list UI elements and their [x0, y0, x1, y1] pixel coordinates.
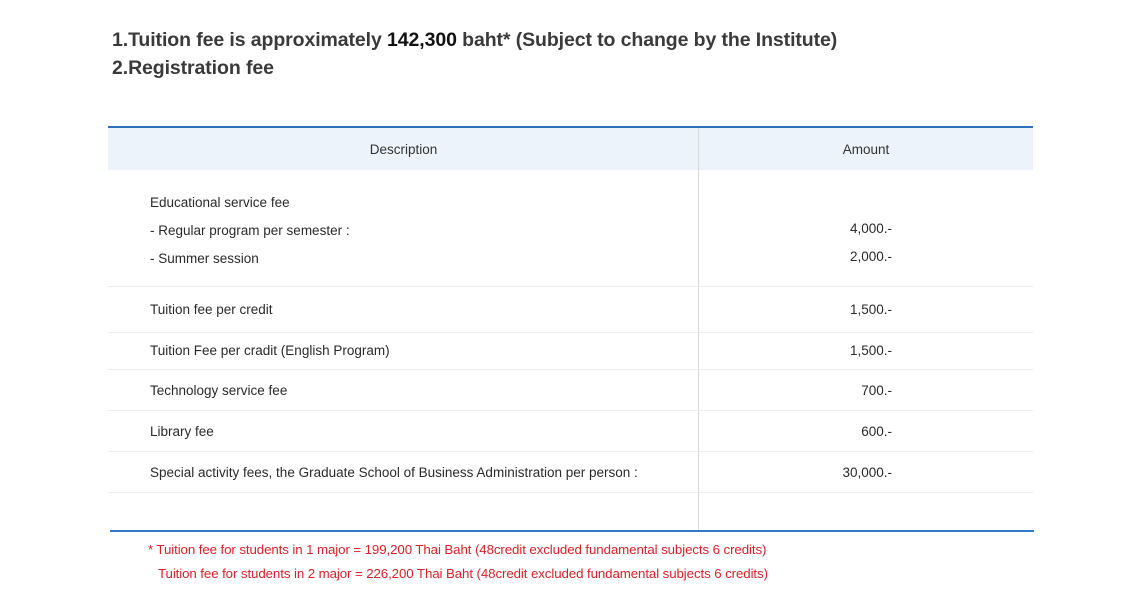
- tuition-fee-prefix: 1.Tuition fee is approximately: [112, 29, 388, 51]
- group-item-amount: 4,000.-: [849, 221, 892, 236]
- group-title: Educational service fee: [150, 195, 290, 210]
- header-amount: Amount: [842, 142, 890, 157]
- tuition-fee-amount: 142,300: [387, 29, 457, 51]
- group-item-description: - Summer session: [150, 251, 259, 266]
- row-amount: 700.-: [861, 383, 892, 398]
- table-row-educational-service: [108, 170, 1033, 287]
- table-header: [108, 128, 1033, 170]
- table-row: [108, 370, 1033, 411]
- row-amount: 30,000.-: [842, 465, 892, 480]
- row-amount: 600.-: [861, 424, 892, 439]
- group-item-amount: 2,000.-: [849, 249, 892, 264]
- group-item-description: - Regular program per semester :: [150, 223, 350, 238]
- header-description: Description: [369, 142, 438, 157]
- table-row: [108, 287, 1033, 333]
- row-description: Library fee: [150, 424, 214, 439]
- row-description: Tuition Fee per cradit (English Program): [150, 343, 390, 358]
- row-description: Technology service fee: [150, 383, 288, 398]
- tuition-fee-suffix: baht* (Subject to change by the Institute): [456, 29, 838, 51]
- table-bottom-rule: [110, 530, 1034, 532]
- intro-section: [112, 26, 837, 82]
- row-description: Tuition fee per credit: [150, 302, 273, 317]
- table-row: [108, 411, 1033, 452]
- tuition-fee-heading: [112, 26, 837, 54]
- row-description: Special activity fees, the Graduate School of Business Administration per person :: [150, 465, 638, 480]
- table-row: [108, 452, 1033, 493]
- table-row: [108, 333, 1033, 370]
- footnote-one-major: * Tuition fee for students in 1 major = 199,200 Thai Baht (48credit excluded fundamental subjects 6 credits): [148, 542, 767, 557]
- row-amount: 1,500.-: [849, 343, 892, 358]
- registration-fee-heading: 2.Registration fee: [112, 57, 274, 79]
- row-amount: 1,500.-: [849, 302, 892, 317]
- footnote-two-major: Tuition fee for students in 2 major = 226,200 Thai Baht (48credit excluded fundamental subjects 6 credits): [158, 566, 768, 581]
